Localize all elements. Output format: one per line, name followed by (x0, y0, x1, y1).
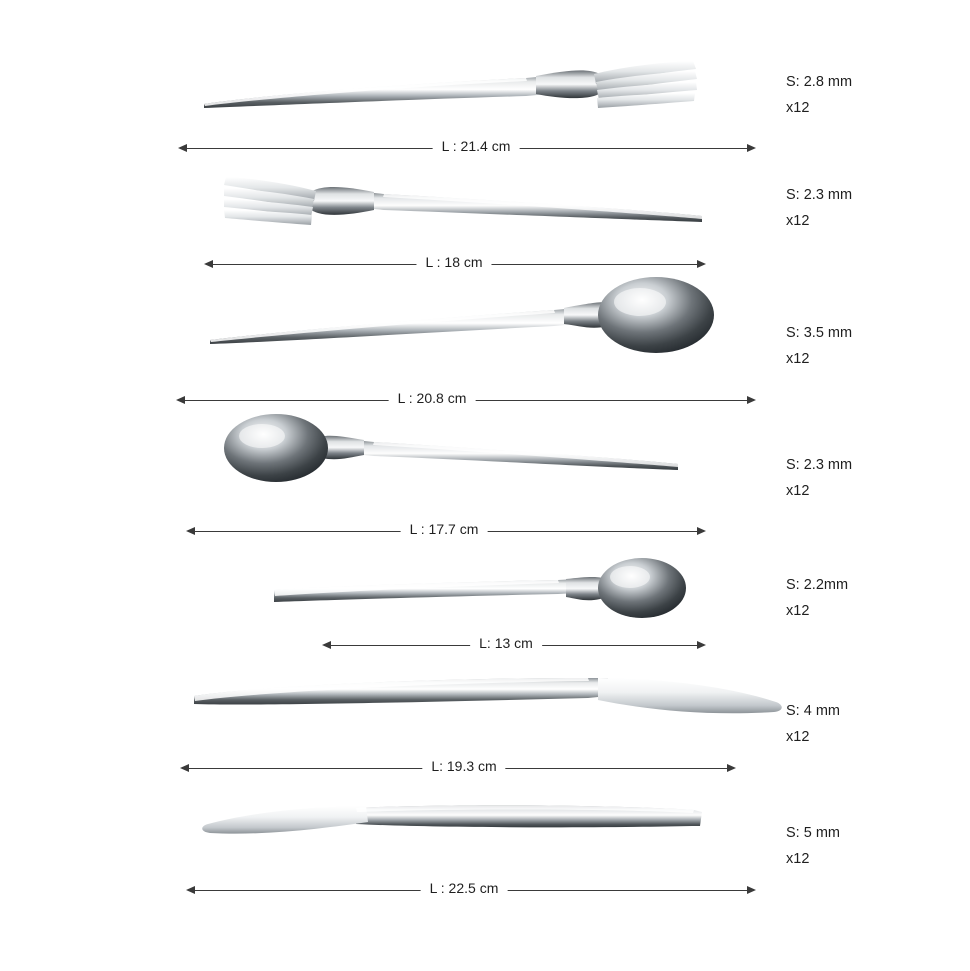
dimension-dessert-knife (180, 760, 736, 778)
quantity-label: x12 (786, 603, 810, 619)
quantity-label: x12 (786, 483, 810, 499)
length-label: L : 21.4 cm (433, 138, 520, 154)
spec-tea-spoon (786, 572, 848, 624)
quantity-label: x12 (786, 213, 810, 229)
dimension-dessert-fork (204, 256, 706, 274)
thickness-label: S: 3.5 mm (786, 325, 853, 341)
dimension-tea-spoon (322, 637, 706, 655)
thickness-label: S: 2.2mm (786, 577, 849, 593)
spec-dessert-fork (786, 182, 852, 234)
spec-table-spoon (786, 320, 852, 372)
arrow-right-icon (697, 260, 706, 268)
quantity-label: x12 (786, 851, 810, 867)
spec-dinner-fork (786, 69, 852, 121)
dimension-dinner-fork (178, 140, 756, 158)
arrow-right-icon (697, 641, 706, 649)
length-label: L : 20.8 cm (389, 390, 476, 406)
length-label: L: 19.3 cm (422, 758, 505, 774)
length-label: L : 17.7 cm (401, 521, 488, 537)
length-label: L : 18 cm (416, 254, 491, 270)
spec-dessert-knife (786, 698, 840, 750)
thickness-label: S: 2.8 mm (786, 74, 853, 90)
thickness-label: S: 2.3 mm (786, 457, 853, 473)
quantity-label: x12 (786, 729, 810, 745)
tea-spoon-image (268, 552, 686, 644)
dessert-fork-image (224, 172, 706, 248)
thickness-label: S: 2.3 mm (786, 187, 853, 203)
dessert-knife-image (188, 664, 788, 736)
spec-dessert-spoon (786, 452, 852, 504)
spec-dinner-knife (786, 820, 840, 872)
thickness-label: S: 5 mm (786, 825, 840, 841)
table-spoon-image (204, 274, 712, 384)
arrow-right-icon (727, 764, 736, 772)
length-label: L : 22.5 cm (421, 880, 508, 896)
length-label: L: 13 cm (470, 635, 542, 651)
dinner-fork-image (196, 60, 706, 136)
dimension-dessert-spoon (186, 523, 706, 541)
quantity-label: x12 (786, 100, 810, 116)
quantity-label: x12 (786, 351, 810, 367)
arrow-right-icon (747, 396, 756, 404)
dinner-knife-image (196, 784, 706, 856)
arrow-right-icon (747, 886, 756, 894)
dessert-spoon-image (214, 408, 682, 508)
arrow-right-icon (747, 144, 756, 152)
thickness-label: S: 4 mm (786, 703, 840, 719)
arrow-right-icon (697, 527, 706, 535)
dimension-dinner-knife (186, 882, 756, 900)
